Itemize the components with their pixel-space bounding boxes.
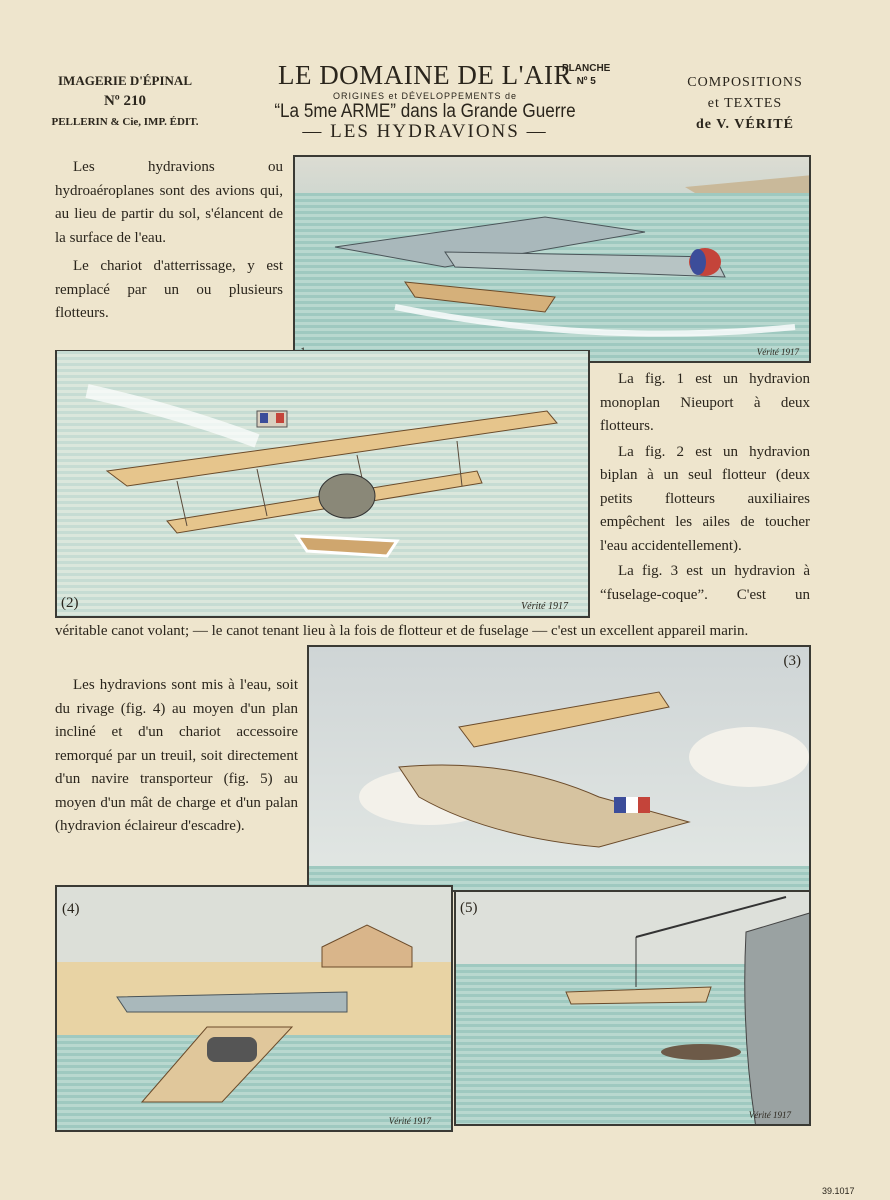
figure-1-illustration — [293, 155, 811, 363]
paragraph: Les hydravions sont mis à l'eau, soit du rivage (fig. 4) au moyen d'un plan incliné et d'un chariot accessoire remorqué par un treuil, soit directement d'un navire transporteur (fig. 5) au moyen d'un mât de charge et d'un palan (hydravion éclaireur d'escadre). — [55, 677, 298, 834]
figure-label: (3) — [783, 653, 801, 669]
figure-5-illustration — [454, 890, 811, 1126]
figure-3-illustration — [307, 645, 811, 892]
ship-crane-launch-drawing — [456, 892, 811, 1126]
figure-3-continuation — [55, 620, 810, 644]
artist-signature: Vérité 1917 — [521, 601, 568, 612]
figure-4-illustration — [55, 885, 453, 1132]
series-title: “La 5me ARME” dans la Grande Guerre — [274, 101, 576, 122]
figure-label: (4) — [62, 901, 80, 917]
paragraph: La fig. 2 est un hydravion biplan à un seul flotteur (deux petits flotteurs auxiliaires empêchent les ailes de toucher l'eau accidentellement). — [600, 443, 810, 554]
author-block — [660, 72, 830, 135]
publisher-imprint: PELLERIN & Cie, IMP. ÉDIT. — [51, 116, 199, 128]
figure-2-illustration — [55, 350, 590, 618]
paragraph: La fig. 3 est un hydravion à “fuselage-coque”. C'est un — [600, 563, 810, 603]
paragraph: Le chariot d'atterrissage, y est remplacé par un ou plusieurs flotteurs. — [55, 258, 283, 321]
slipway-launch-drawing — [57, 887, 453, 1132]
publisher-name: IMAGERIE D'ÉPINAL — [58, 73, 192, 88]
subtitle: ORIGINES et DÉVELOPPEMENTS de — [332, 91, 518, 101]
paragraph: véritable canot volant; — le canot tenant lieu à la fois de flotteur et de fuselage — c'est un excellent appareil marin. — [55, 623, 749, 639]
figure-label: (2) — [61, 595, 79, 611]
artist-signature: Vérité 1917 — [756, 347, 799, 357]
figure-descriptions — [600, 368, 810, 607]
launch-text — [55, 674, 298, 839]
topic-title: — LES HYDRAVIONS — — [302, 121, 548, 142]
plate-number — [562, 62, 610, 88]
author-line: COMPOSITIONS — [687, 75, 803, 90]
biplane-seaplane-drawing — [57, 351, 590, 618]
author-line: de V. VÉRITÉ — [696, 117, 794, 132]
author-line: et TEXTES — [707, 96, 783, 111]
artist-signature: Vérité 1917 — [388, 1116, 431, 1126]
plate-label: PLANCHE — [562, 63, 611, 74]
intro-text — [55, 156, 283, 326]
figure-label: (5) — [460, 900, 478, 916]
publisher-number: Nº 210 — [103, 93, 147, 109]
page-title: LE DOMAINE DE L'AIR — [277, 60, 573, 90]
artist-signature: Vérité 1917 — [748, 1110, 791, 1120]
plate-value: Nº 5 — [576, 76, 596, 87]
publisher-block — [40, 70, 210, 133]
monoplane-seaplane-drawing — [295, 157, 811, 363]
paragraph: Les hydravions ou hydroaéroplanes sont des avions qui, au lieu de partir du sol, s'élancent de la surface de l'eau. — [55, 159, 283, 246]
flying-boat-drawing — [309, 647, 811, 892]
catalog-number: 39.1017 — [822, 1186, 855, 1196]
paragraph: La fig. 1 est un hydravion monoplan Nieuport à deux flotteurs. — [600, 371, 810, 434]
